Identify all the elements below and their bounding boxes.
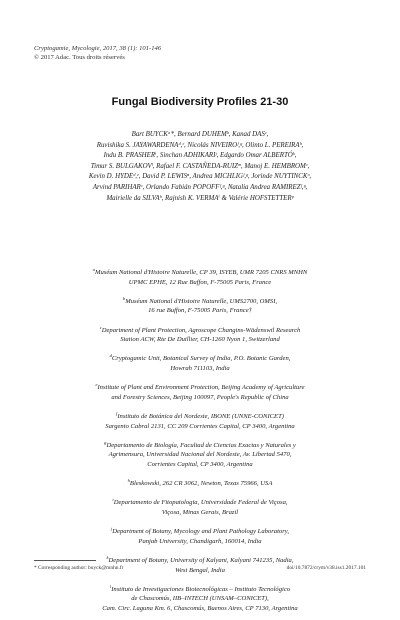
affiliation-marker: h (127, 477, 130, 483)
affiliation-line: Muséum National d'Histoire Naturelle, UMS2700, OMSI, (125, 297, 278, 305)
affiliation-line: Panjab University, Chandigarh, 160014, India (138, 537, 262, 545)
affiliation (48, 351, 352, 373)
affiliation-marker: d (109, 353, 112, 359)
affiliation-line: and Forestry Sciences, Beijing 100097, People's Republic of China (111, 393, 289, 401)
affiliation-marker: i (112, 497, 114, 503)
author-line: Arvind PARIHARᶜ, Orlando Fabián POPOFFᶠ,ᵍ, Natalia Andrea RAMIREZᶠ,ᵍ, (92, 183, 308, 191)
author-line: Timur S. BULGAKOVˡ, Rafael F. CASTAÑEDA-RUIZᵐ, Manoj E. HEMBROMᶜ, (90, 162, 310, 170)
affiliation-marker: e (95, 382, 98, 388)
affiliation (48, 582, 352, 613)
affiliation-marker: f (116, 410, 118, 416)
author-line: Mairielle da SILVAʰ, Rajnish K. VERMAⁱ & Valérie HOFSTETTERᵖ (106, 194, 294, 202)
affiliation (48, 553, 352, 575)
author-line: Kevin D. HYDEᵈ,ᵉ, David P. LEWISⁿ, Andrea MICHLIGᶠ,ᵍ, Jorinde NUYTINCKᵒ, (88, 173, 312, 181)
doi-footer: doi/10.7872/crym/v38.iss1.2017.101 (286, 565, 366, 571)
affiliation (48, 524, 352, 546)
affiliation (48, 438, 352, 469)
affiliation-line: Cryptogamic Unit, Botanical Survey of India, P.O. Botanic Garden, (111, 355, 291, 363)
affiliation (48, 265, 352, 287)
affiliation-line: Cam. Circ. Laguna Km. 6, Chascomús, Buenos Aires, CP 7130, Argentina (102, 604, 298, 612)
affiliation (48, 323, 352, 345)
affiliation-line: Muséum National d'Histoire Naturelle, CP 39, ISYEB, UMR 7205 CNRS MNHN (94, 269, 308, 277)
affiliation-marker: c (99, 324, 102, 330)
journal-citation: Cryptogamie, Mycologie, 2017, 38 (1): 101-146 (34, 45, 162, 52)
affiliation-line: Instituto de Botánica del Nordeste, IBONE (UNNE-CONICET) (117, 413, 284, 421)
affiliation-marker: j (110, 526, 113, 532)
author-line: Bart BUYCKᵃ*, Bernard DUHEMᵇ, Kanad DASᶜ, (131, 131, 269, 138)
affiliation-marker: b (122, 295, 126, 301)
affiliation-line: Institute of Plant and Environment Protection, Beijing Academy of Agriculture (97, 384, 305, 392)
affiliation-line: Agrimensura, Universidad Nacional del Nordeste, Av. Libertad 5470, (108, 451, 292, 459)
correspondence-footnote: * Corresponding author: buyck@mnhn.fr (34, 565, 124, 571)
affiliation (48, 409, 352, 431)
affiliation-marker: l (109, 583, 112, 589)
affiliation (48, 380, 352, 402)
author-line: Ruvishika S. JAYAWARDENAᵈ,ᵉ, Nicolás NIVEIROᶠ,ᵍ, Olinto L. PEREIRAʰ, (96, 141, 304, 149)
affiliation-marker: a (92, 267, 95, 272)
affiliation-line: Department of Plant Protection, Agroscope Changins-Wädenswil Research (101, 326, 301, 334)
affiliation-line: 16 rue Buffon, F-75005 Paris, France† (148, 307, 252, 315)
affiliation (48, 476, 352, 489)
affiliation (48, 495, 352, 517)
affiliation-line: West Bengal, India (175, 566, 225, 574)
affiliation-line: Department of Botany, Mycology and Plant Pathology Laboratory, (112, 528, 289, 536)
affiliation-line: Bleskowski, 262 CR 3062, Newton, Texas 75966, USA (129, 480, 273, 488)
affiliation-line: Departamento de Fitopatologia, Universidade Federal de Viçosa, (113, 499, 288, 507)
journal-header (34, 44, 161, 62)
affiliation-line: Departamento de Biología, Facultad de Ciencias Exactas y Naturales y (106, 441, 296, 449)
affiliation-marker: g (104, 439, 107, 445)
affiliation-line: Corrientes Capital, CP 3400, Argentina (147, 460, 253, 468)
affiliation-line: Sargento Cabral 2131, CC 209 Corrientes Capital, CP 3400, Argentina (105, 422, 295, 430)
affiliation-line: Station ACW, Rte De Duillier, CH-1260 Nyon 1, Switzerland (120, 336, 280, 344)
affiliation-line: Viçosa, Minas Gerais, Brazil (161, 508, 239, 516)
affiliation-line: Howrah 711103, India (170, 364, 230, 372)
copyright-notice: © 2017 Adac. Tous droits réservés (34, 54, 125, 61)
affiliation-line: Department of Botany, University of Kalyani, Kalyani 741235, Nadia, (108, 557, 294, 565)
affiliation-line: UPMC EPHE, 12 Rue Buffon, F-75005 Paris, France (128, 278, 272, 286)
author-list (60, 130, 340, 204)
affiliation-line: Instituto de Investigaciones Biotecnológicas – Instituto Tecnológico (111, 585, 291, 593)
affiliation-line: de Chascomús, IIB–INTECH (UNSAM–CONICET), (131, 595, 269, 603)
footnote-rule (34, 560, 96, 561)
affiliation-marker: k (106, 554, 109, 560)
paper-title: Fungal Biodiversity Profiles 21-30 (111, 96, 289, 108)
affiliation (48, 294, 352, 316)
author-line: Indu B. PRASHERⁱ, Sinchan ADHIKARIʲ, Edgardo Omar ALBERTÓᵏ, (103, 152, 297, 160)
